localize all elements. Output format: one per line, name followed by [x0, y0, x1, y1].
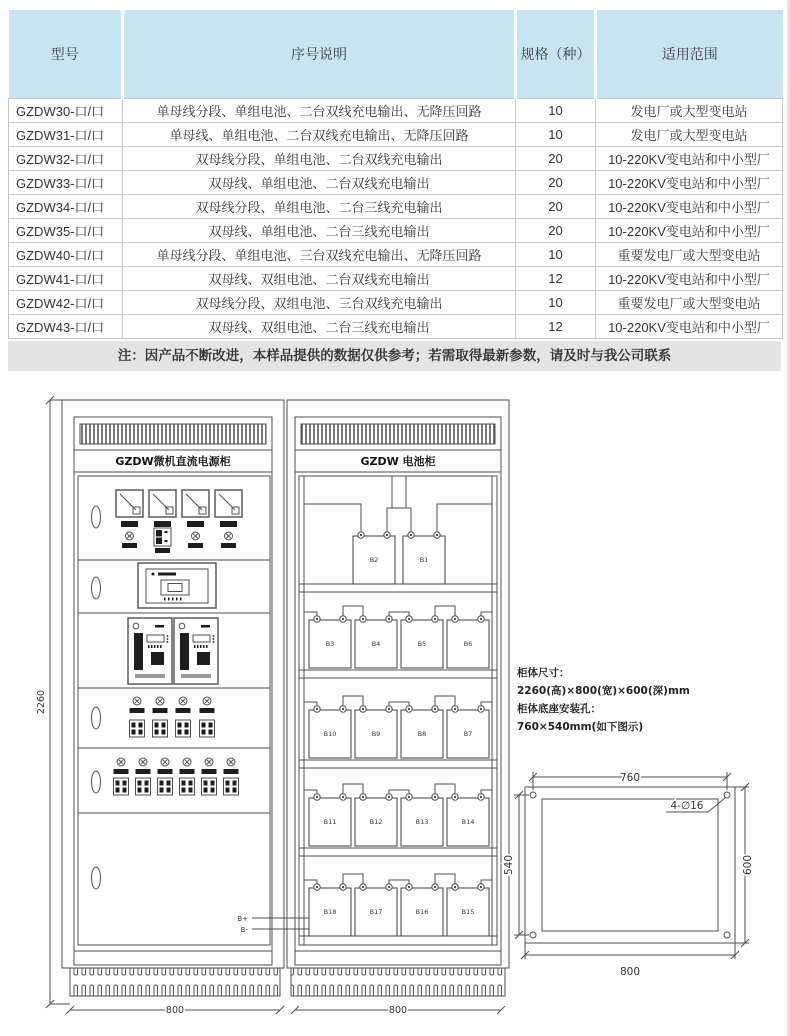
circuit-breaker-icon [153, 720, 168, 737]
spec-line: 柜体底座安装孔： [517, 703, 601, 715]
battery-label: B17 [369, 908, 383, 916]
indicator-lamp-icon [224, 758, 239, 774]
door-handle [92, 867, 101, 889]
table-row [9, 267, 783, 291]
disclaimer-note: 注：因产品不断改进，本样品提供的数据仅供参考；若需取得最新参数，请及时与我公司联系 [8, 341, 781, 371]
spec-table [8, 10, 783, 339]
battery-label: B15 [461, 908, 475, 916]
battery-label: B7 [463, 730, 473, 738]
switch-unit-icon [154, 528, 171, 553]
indicator-lamp-icon [221, 532, 236, 548]
cell-spec: 20 [516, 147, 596, 171]
indicator-lamp-icon [153, 697, 168, 713]
table-row [9, 123, 783, 147]
charger-module-icon [174, 618, 218, 684]
battery-label: B2 [369, 556, 379, 564]
battery-label: B16 [415, 908, 429, 916]
battery-label: B3 [325, 640, 335, 648]
circuit-breaker-icon [176, 720, 191, 737]
battery-cabinet-drawing [287, 400, 509, 1016]
power-cabinet-title: GZDW微机直流电源柜 [115, 455, 231, 468]
cell-model: GZDW34-口/口 [9, 195, 123, 219]
battery-label: B11 [323, 818, 337, 826]
mounting-hole-diagram [503, 772, 754, 978]
cell-description: 单母线、单组电池、二台双线充电输出、无降压回路 [123, 123, 516, 147]
cell-spec: 12 [516, 315, 596, 339]
base-vent-grille [291, 968, 505, 996]
shelf4-wiring [304, 784, 492, 794]
battery-label: B5 [417, 640, 427, 648]
battery-negative-label: B- [240, 926, 248, 934]
cell-range: 10-220KV变电站和中小型厂 [596, 267, 783, 291]
battery-label: B8 [417, 730, 427, 738]
indicator-lamp-icon [188, 532, 203, 548]
cell-description: 双母线分段、单组电池、二台双线充电输出 [123, 147, 516, 171]
right-dimension-label: 600 [742, 854, 754, 876]
door-handle [92, 577, 101, 599]
cell-model: GZDW40-口/口 [9, 243, 123, 267]
col-header-spec: 规格（种） [516, 10, 596, 99]
indicator-lamp-icon [130, 697, 145, 713]
spec-line: 2260(高)×800(宽)×600(深)mm [517, 685, 690, 697]
mounting-hole [530, 792, 536, 798]
table-row [9, 315, 783, 339]
cell-model: GZDW31-口/口 [9, 123, 123, 147]
cell-description: 单母线分段、单组电池、三台双线充电输出、无降压回路 [123, 243, 516, 267]
table-row [9, 243, 783, 267]
cell-spec: 10 [516, 291, 596, 315]
base-vent-grille [70, 968, 280, 996]
panel-dividers [74, 560, 272, 951]
cell-range: 发电厂或大型变电站 [596, 99, 783, 123]
battery-label: B9 [371, 730, 381, 738]
battery-label: B12 [369, 818, 383, 826]
monitor-display-unit [138, 563, 216, 608]
shelf5-wiring [304, 874, 492, 884]
circuit-breaker-icon [158, 778, 173, 795]
bottom-dimension-line [521, 943, 739, 959]
circuit-breaker-icon [200, 720, 215, 737]
cell-model: GZDW43-口/口 [9, 315, 123, 339]
cell-description: 双母线、单组电池、二台双线充电输出 [123, 171, 516, 195]
cell-description: 单母线分段、单组电池、二台双线充电输出、无降压回路 [123, 99, 516, 123]
cell-model: GZDW35-口/口 [9, 219, 123, 243]
mounting-hole [724, 792, 730, 798]
base-inner-outline [542, 799, 718, 931]
left-dimension-label: 540 [503, 854, 515, 876]
circuit-breaker-icon [224, 778, 239, 795]
col-header-range: 适用范围 [596, 10, 783, 99]
table-row [9, 195, 783, 219]
indicator-lamp-icon [158, 758, 173, 774]
indicator-lamp-icon [176, 697, 191, 713]
battery-label: B13 [415, 818, 429, 826]
analog-meter-icon [182, 490, 209, 527]
indicator-lamp-icon [200, 697, 215, 713]
cell-range: 10-220KV变电站和中小型厂 [596, 171, 783, 195]
cabinet-drawing [0, 388, 790, 1036]
table-row [9, 147, 783, 171]
circuit-breaker-icon [202, 778, 217, 795]
mounting-hole [530, 932, 536, 938]
cell-model: GZDW33-口/口 [9, 171, 123, 195]
door-handle [92, 707, 101, 729]
battery-cabinet-title: GZDW 电池柜 [360, 455, 436, 468]
table-row [9, 291, 783, 315]
height-dimension-line [46, 396, 70, 1008]
table-row [9, 219, 783, 243]
indicator-lamp-icon [202, 758, 217, 774]
circuit-breaker-icon [136, 778, 151, 795]
cabinet-outline [287, 400, 509, 968]
cell-range: 10-220KV变电站和中小型厂 [596, 195, 783, 219]
height-dimension-label: 2260 [36, 689, 47, 715]
bottom-dimension-label: 800 [619, 966, 641, 978]
door-handle [92, 771, 101, 793]
shelf1-wiring [304, 476, 492, 531]
shelf3-wiring [304, 696, 492, 706]
battery-label: B6 [463, 640, 473, 648]
col-header-model: 型号 [9, 10, 123, 99]
battery-positive-label: B+ [237, 915, 248, 923]
width-dimension-label: 800 [388, 1005, 408, 1016]
col-header-description: 序号说明 [123, 10, 516, 99]
cell-spec: 20 [516, 171, 596, 195]
top-vent-grille [301, 424, 495, 444]
cabinet-size-specs [517, 666, 690, 733]
indicator-lamp-icon [136, 758, 151, 774]
cell-description: 双母线、双组电池、二台双线充电输出 [123, 267, 516, 291]
cell-model: GZDW32-口/口 [9, 147, 123, 171]
analog-meter-icon [149, 490, 176, 527]
spec-line: 柜体尺寸： [517, 667, 570, 679]
left-dimension-line [514, 791, 529, 939]
cell-spec: 10 [516, 123, 596, 147]
cell-range: 10-220KV变电站和中小型厂 [596, 315, 783, 339]
analog-meter-icon [116, 490, 143, 527]
cabinet-outline [62, 400, 284, 968]
circuit-breaker-icon [114, 778, 129, 795]
battery-label: B18 [323, 908, 337, 916]
top-dimension-label: 760 [619, 772, 641, 784]
spec-line: 760×540mm(如下图示) [517, 721, 644, 733]
battery-label: B14 [461, 818, 475, 826]
battery-label: B10 [323, 730, 337, 738]
cell-model: GZDW42-口/口 [9, 291, 123, 315]
cell-spec: 10 [516, 243, 596, 267]
cell-range: 重要发电厂或大型变电站 [596, 291, 783, 315]
circuit-breaker-icon [180, 778, 195, 795]
table-header-row [9, 10, 783, 99]
cell-model: GZDW30-口/口 [9, 99, 123, 123]
table-row [9, 171, 783, 195]
cell-model: GZDW41-口/口 [9, 267, 123, 291]
cell-spec: 10 [516, 99, 596, 123]
cell-range: 10-220KV变电站和中小型厂 [596, 219, 783, 243]
indicator-lamp-icon [122, 532, 137, 548]
indicator-lamp-icon [114, 758, 129, 774]
shelf2-wiring [304, 606, 492, 616]
circuit-breaker-icon [130, 720, 145, 737]
cell-description: 双母线分段、单组电池、二台三线充电输出 [123, 195, 516, 219]
top-vent-grille [80, 424, 266, 444]
battery-label: B1 [419, 556, 429, 564]
cell-spec: 12 [516, 267, 596, 291]
cell-description: 双母线、双组电池、二台三线充电输出 [123, 315, 516, 339]
cell-range: 重要发电厂或大型变电站 [596, 243, 783, 267]
cell-description: 双母线、单组电池、二台三线充电输出 [123, 219, 516, 243]
cell-description: 双母线分段、双组电池、三台双线充电输出 [123, 291, 516, 315]
battery-label: B4 [371, 640, 381, 648]
cell-spec: 20 [516, 219, 596, 243]
cell-range: 发电厂或大型变电站 [596, 123, 783, 147]
cabinet-front-frame [295, 417, 501, 965]
mounting-hole [724, 932, 730, 938]
table-row [9, 99, 783, 123]
holes-count-label: 4-∅16 [670, 800, 704, 812]
analog-meter-icon [215, 490, 242, 527]
cell-range: 10-220KV变电站和中小型厂 [596, 147, 783, 171]
base-outer-outline [525, 787, 735, 943]
door-panel [78, 476, 270, 945]
indicator-lamp-icon [180, 758, 195, 774]
door-handle [92, 506, 101, 528]
width-dimension-label: 800 [165, 1005, 185, 1016]
charger-module-icon [128, 618, 172, 684]
cell-spec: 20 [516, 195, 596, 219]
